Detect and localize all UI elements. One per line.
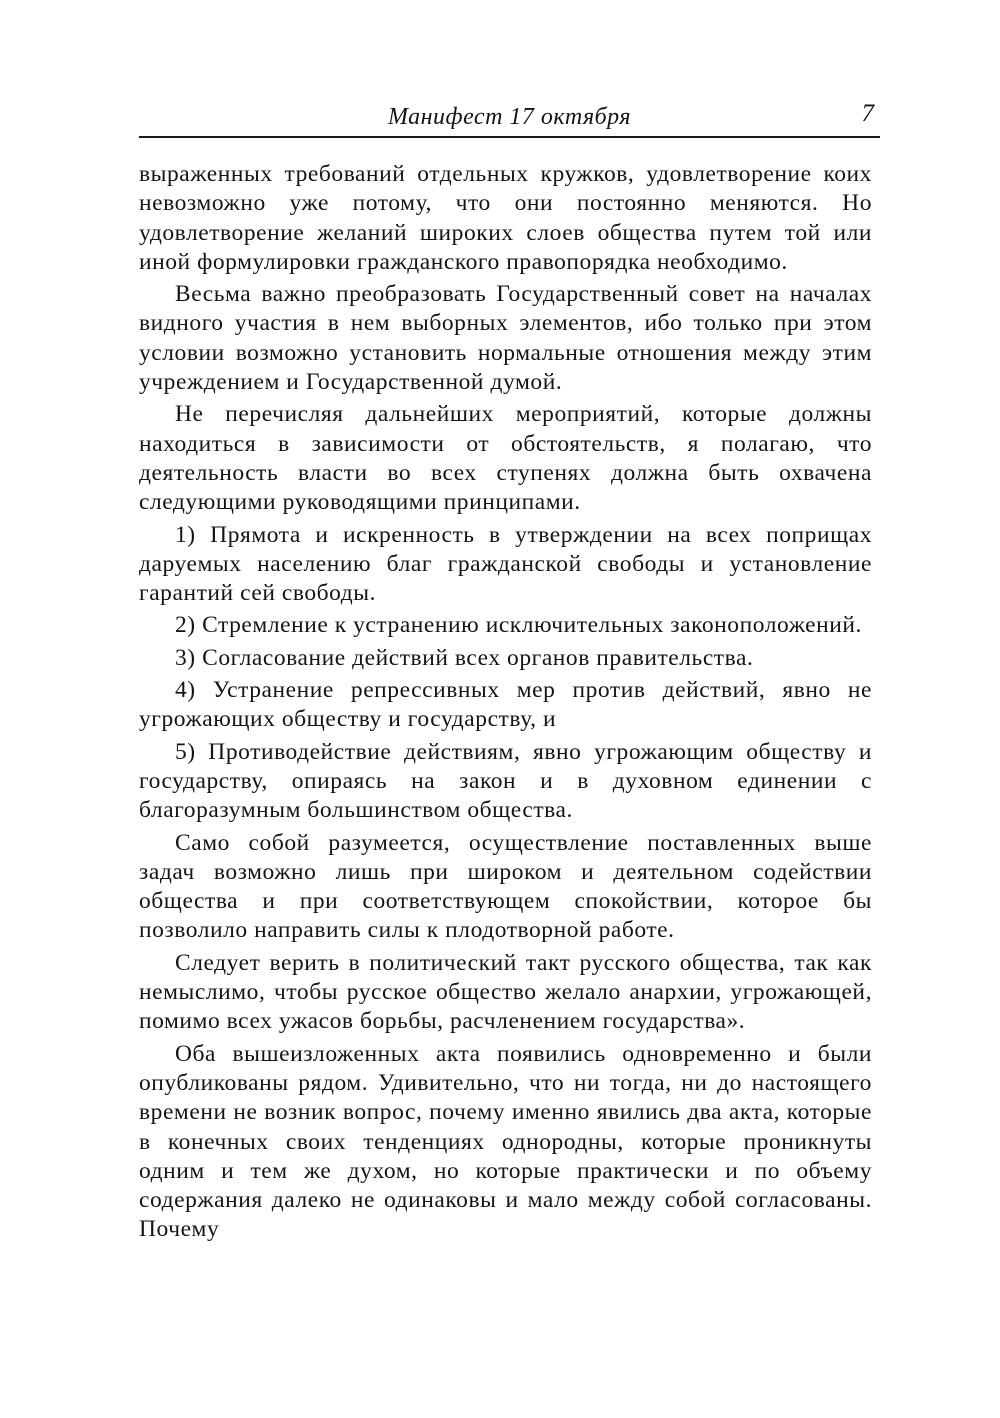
body-text (139, 160, 872, 1248)
list-item-4: 4) Устранение репрессивных мер против действий, явно не угрожающих обществу и государству, и (139, 677, 872, 733)
paragraph: Оба вышеизложенных акта появились одновременно и были опубликованы рядом. Удивительно, что ни тогда, ни до настоящего времени не возник вопрос, почему именно явились два акта, которые в конечных своих тенденциях однородны, которые проникнуты одним и тем же духом, но которые практически и по объему содержания далеко не одинаковы и мало между собой согласованы. Почему (139, 1040, 872, 1243)
paragraph: Следует верить в политический такт русского общества, так как немыслимо, чтобы русское общество желало анархии, угрожающей, помимо всех ужасов борьбы, расчленением государства». (139, 949, 872, 1035)
list-item-5: 5) Противодействие действиям, явно угрожающим обществу и государству, опираясь на закон и в духовном единении с благоразумным большинством общества. (139, 738, 872, 824)
page-header (139, 98, 880, 138)
paragraph-continuation: выраженных требований отдельных кружков, удовлетворение коих невозможно уже потому, что они постоянно меняются. Но удовлетворение желаний широких слоев общества путем той или иной формулировки гражданского правопорядка необходимо. (139, 161, 872, 275)
paragraph: Не перечисляя дальнейших мероприятий, которые должны находиться в зависимости от обстоятельств, я полагаю, что деятельность власти во всех ступенях должна быть охвачена следующими руководящими принципами. (139, 401, 872, 516)
paragraph: Само собой разумеется, осуществление поставленных выше задач возможно лишь при широком и деятельном содействии общества и при соответствующем спокойствии, которое бы позволило направить силы к плодотворной работе. (139, 829, 872, 944)
page-number: 7 (861, 100, 874, 127)
list-item-1: 1) Прямота и искренность в утверждении на всех поприщах даруемых населению благ гражданской свободы и установление гарантий сей свободы. (139, 521, 872, 607)
list-item-2: 2) Стремление к устранению исключительных законоположений. (175, 612, 862, 639)
list-item-3: 3) Согласование действий всех органов правительства. (175, 644, 754, 671)
header-rule (139, 136, 880, 138)
paragraph: Весьма важно преобразовать Государственный совет на началах видного участия в нем выборных элементов, ибо только при этом условии возможно установить нормальные отношения между этим учреждением и Государственной думой. (139, 281, 872, 396)
running-title: Манифест 17 октября (387, 104, 632, 130)
